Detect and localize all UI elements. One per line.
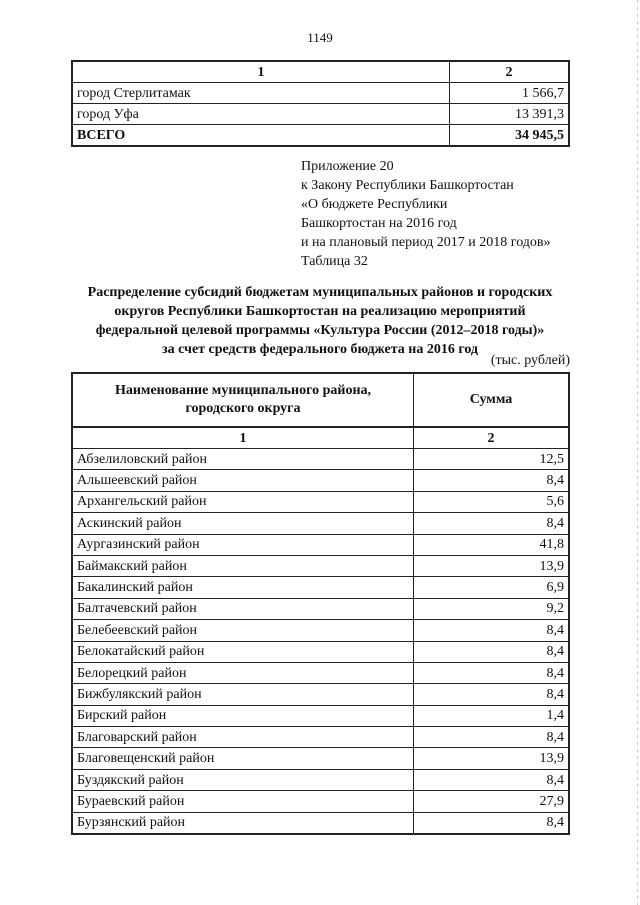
table-header-row bbox=[72, 373, 569, 427]
total-label: ВСЕГО bbox=[72, 125, 450, 147]
district-sum: 41,8 bbox=[414, 534, 570, 555]
district-name: Буздякский район bbox=[72, 769, 414, 790]
title-line: Распределение субсидий бюджетам муниципальных районов и городских bbox=[87, 285, 553, 300]
district-name: Бакалинский район bbox=[72, 577, 414, 598]
table-row bbox=[72, 470, 569, 491]
district-sum: 8,4 bbox=[414, 470, 570, 491]
district-sum: 13,9 bbox=[414, 555, 570, 576]
appendix-line: «О бюджете Республики bbox=[301, 197, 448, 212]
district-sum: 8,4 bbox=[414, 727, 570, 748]
title-line: за счет средств федерального бюджета на 2016 год bbox=[161, 342, 479, 357]
table-row bbox=[72, 727, 569, 748]
continued-table bbox=[71, 60, 570, 147]
table-header-row bbox=[72, 61, 569, 83]
district-name: Баймакский район bbox=[72, 555, 414, 576]
appendix-line: и на плановый период 2017 и 2018 годов» bbox=[301, 235, 551, 250]
table-row bbox=[72, 620, 569, 641]
subsidy-table bbox=[71, 372, 570, 835]
column-numbers-row bbox=[72, 427, 569, 449]
district-name: Белорецкий район bbox=[72, 662, 414, 683]
district-sum: 8,4 bbox=[414, 662, 570, 683]
table-row bbox=[72, 577, 569, 598]
row-name: город Уфа bbox=[72, 104, 450, 125]
district-name: Бурзянский район bbox=[72, 812, 414, 834]
district-sum: 5,6 bbox=[414, 491, 570, 512]
district-name: Аургазинский район bbox=[72, 534, 414, 555]
table-row bbox=[72, 812, 569, 834]
page-number: 1149 bbox=[307, 30, 333, 45]
table-row bbox=[72, 598, 569, 619]
district-sum: 8,4 bbox=[414, 684, 570, 705]
district-name: Благовещенский район bbox=[72, 748, 414, 769]
district-sum: 27,9 bbox=[414, 791, 570, 812]
district-name: Благоварский район bbox=[72, 727, 414, 748]
total-value: 34 945,5 bbox=[450, 125, 570, 147]
district-name: Белокатайский район bbox=[72, 641, 414, 662]
table-row bbox=[72, 491, 569, 512]
title-line: округов Республики Башкортостан на реализацию мероприятий bbox=[114, 304, 526, 319]
district-sum: 8,4 bbox=[414, 769, 570, 790]
district-sum: 12,5 bbox=[414, 449, 570, 470]
table-row bbox=[72, 104, 569, 125]
appendix-line: к Закону Республики Башкортостан bbox=[301, 178, 514, 193]
table-row bbox=[72, 748, 569, 769]
row-value: 1 566,7 bbox=[450, 83, 570, 104]
district-name: Архангельский район bbox=[72, 491, 414, 512]
table-row bbox=[72, 791, 569, 812]
district-sum: 6,9 bbox=[414, 577, 570, 598]
appendix-line: Приложение 20 bbox=[301, 159, 394, 174]
district-sum: 13,9 bbox=[414, 748, 570, 769]
units-label: (тыс. рублей) bbox=[490, 353, 570, 368]
table-row bbox=[72, 641, 569, 662]
appendix-line: Башкортостан на 2016 год bbox=[301, 216, 457, 231]
scan-edge-line bbox=[637, 0, 638, 905]
district-sum: 8,4 bbox=[414, 812, 570, 834]
table-row bbox=[72, 83, 569, 104]
table-row bbox=[72, 769, 569, 790]
district-name: Балтачевский район bbox=[72, 598, 414, 619]
district-name: Бижбулякский район bbox=[72, 684, 414, 705]
document-title bbox=[60, 283, 580, 359]
district-sum: 8,4 bbox=[414, 513, 570, 534]
header-name-line: городского округа bbox=[185, 401, 301, 416]
header-name bbox=[72, 373, 414, 427]
row-value: 13 391,3 bbox=[450, 104, 570, 125]
column-number-2: 2 bbox=[414, 427, 570, 449]
table-row bbox=[72, 449, 569, 470]
district-name: Альшеевский район bbox=[72, 470, 414, 491]
district-name: Бураевский район bbox=[72, 791, 414, 812]
table-row bbox=[72, 684, 569, 705]
district-name: Абзелиловский район bbox=[72, 449, 414, 470]
table-row bbox=[72, 555, 569, 576]
column-number-1: 1 bbox=[72, 61, 450, 83]
header-sum: Сумма bbox=[414, 373, 570, 427]
total-row bbox=[72, 125, 569, 147]
district-sum: 8,4 bbox=[414, 620, 570, 641]
district-sum: 9,2 bbox=[414, 598, 570, 619]
district-name: Бирский район bbox=[72, 705, 414, 726]
title-line: федеральной целевой программы «Культура России (2012–2018 годы)» bbox=[95, 323, 545, 338]
district-name: Аскинский район bbox=[72, 513, 414, 534]
table-label: Таблица 32 bbox=[301, 254, 368, 269]
district-sum: 8,4 bbox=[414, 641, 570, 662]
column-number-1: 1 bbox=[72, 427, 414, 449]
district-sum: 1,4 bbox=[414, 705, 570, 726]
row-name: город Стерлитамак bbox=[72, 83, 450, 104]
table-row bbox=[72, 513, 569, 534]
header-name-line: Наименование муниципального района, bbox=[114, 383, 372, 398]
table-row bbox=[72, 534, 569, 555]
column-number-2: 2 bbox=[450, 61, 570, 83]
appendix-block bbox=[301, 157, 551, 271]
district-name: Белебеевский район bbox=[72, 620, 414, 641]
table-row bbox=[72, 705, 569, 726]
table-body bbox=[72, 449, 569, 835]
table-row bbox=[72, 662, 569, 683]
